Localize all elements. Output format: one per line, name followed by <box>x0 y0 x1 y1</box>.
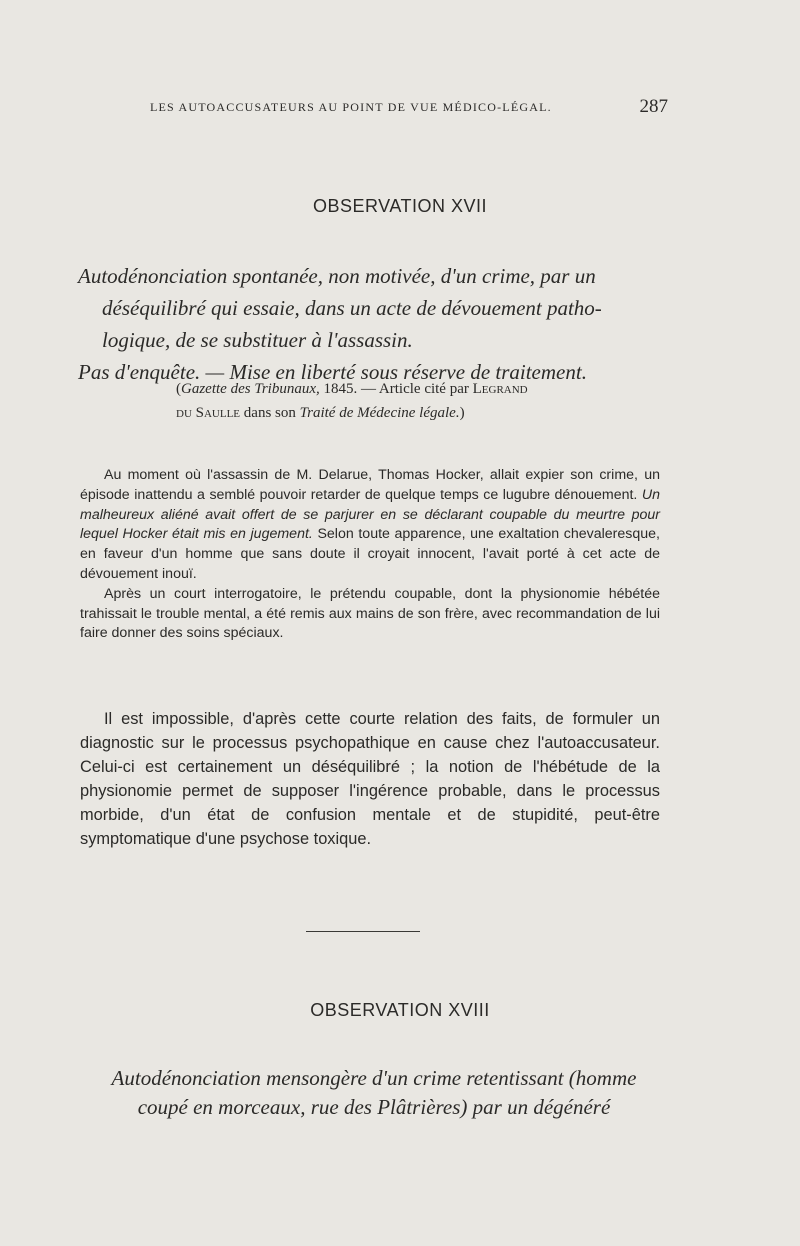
paragraph: Après un court interrogatoire, le prétendu coupable, dont la physionomie hébétée trahissait le trouble mental, a été remis aux mains de son frère, avec recommandation de lui faire donner des soins spéciaux. <box>80 585 660 642</box>
text-span: Selon toute apparence, une exaltation chevaleresque, en faveur d'un homme que sans doute il croyait innocent, l'avait porté à cet acte de dévouement inouï. <box>80 526 660 582</box>
subtitle-line: logique, de se substituer à l'assassin. <box>102 328 413 352</box>
italic-text-span: Un malheureux aliéné avait offert de se parjurer en se déclarant coupable du meurtre pour lequel Hocker était mis en jugement. <box>80 486 660 543</box>
page-number: 287 <box>639 96 668 117</box>
journal-name: Gazette des Tribunaux, <box>181 381 320 397</box>
citation-text: dans son <box>240 405 300 421</box>
subtitle-line: coupé en morceaux, rue des Plâtrières) par un dégénéré <box>137 1095 611 1119</box>
text-span: Au moment où l'assassin de M. Delarue, Thomas Hocker, allait expier son crime, un épisode inattendu a semblé pouvoir retarder de quelque temps ce lugubre dénouement. <box>80 467 660 503</box>
subtitle-line: Autodénonciation spontanée, non motivée, d'un crime, par un <box>78 264 596 288</box>
citation-text: 1845. — Article cité par <box>319 381 473 397</box>
section-divider <box>306 931 420 932</box>
commentary <box>80 708 660 851</box>
observation-xviii-title: OBSERVATION XVIII <box>310 1000 490 1020</box>
subtitle-line: déséquilibré qui essaie, dans un acte de dévouement patho- <box>102 296 602 320</box>
subtitle-line: Pas d'enquête. — Mise en liberté sous réserve de traitement. <box>78 360 587 384</box>
observation-xviii-subtitle <box>74 1064 674 1122</box>
observation-xvii-subtitle <box>78 260 678 388</box>
paren-open: ( <box>176 381 181 397</box>
paragraph <box>80 466 660 585</box>
paragraph: Il est impossible, d'après cette courte relation des faits, de formuler un diagnostic sur le processus psychopathique en cause chez l'autoaccusateur. Celui-ci est certainement un déséquilibré ; la notion de l'hébétude de la physionomie permet de supposer l'ingérence probable, dans le processus morbide, d'un état de confusion mentale et de stupidité, peut-être symptomatique d'une psychose toxique. <box>80 710 660 848</box>
work-title: Traité de Médecine légale. <box>299 405 460 421</box>
running-title: LES AUTOACCUSATEURS AU POINT DE VUE MÉDICO-LÉGAL. <box>150 100 552 114</box>
case-narrative <box>80 466 660 644</box>
author-name: du Saulle <box>176 405 241 421</box>
paren-close: ) <box>459 405 465 421</box>
subtitle-line: Autodénonciation mensongère d'un crime retentissant (homme <box>111 1066 637 1090</box>
running-header <box>150 96 690 117</box>
author-name: Legrand <box>472 381 528 397</box>
source-citation <box>176 377 666 425</box>
observation-xvii-title: OBSERVATION XVII <box>312 196 488 216</box>
